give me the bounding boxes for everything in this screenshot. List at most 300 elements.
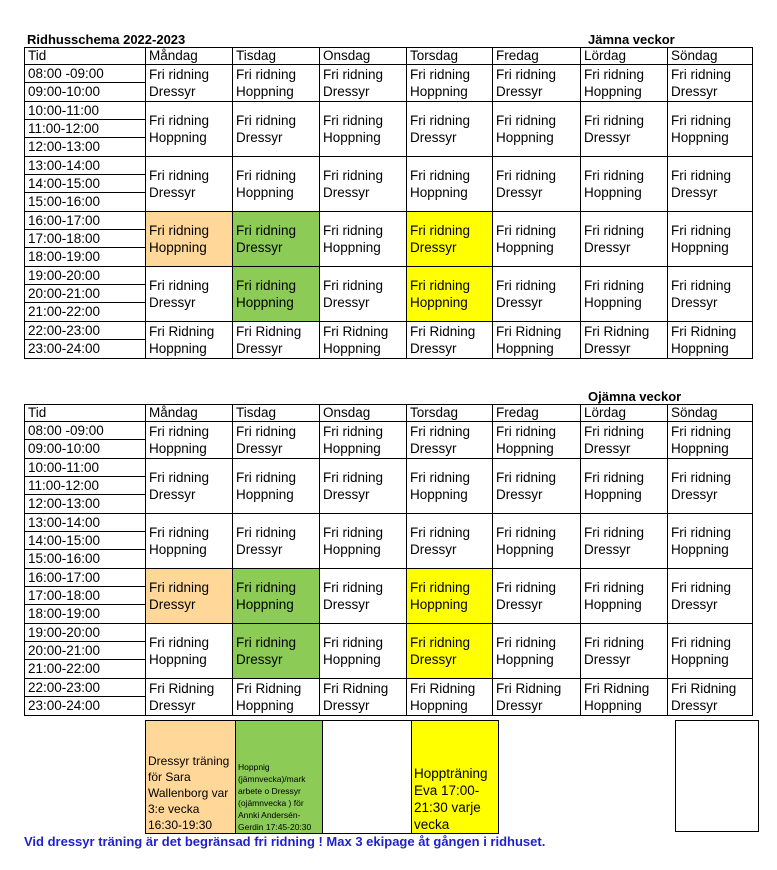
activity-label: Fri ridning bbox=[671, 67, 732, 82]
activity-label: Fri Ridning bbox=[149, 324, 215, 339]
activity-label: Dressyr bbox=[584, 542, 631, 557]
activity-label: Fri ridning bbox=[584, 525, 645, 540]
time-slot: 20:00-21:00 bbox=[25, 642, 145, 660]
activity-label: Dressyr bbox=[584, 441, 631, 456]
activity-label: Dressyr bbox=[323, 487, 370, 502]
activity-label: Fri ridning bbox=[323, 67, 384, 82]
time-block-row bbox=[25, 65, 753, 102]
activity-label: Fri ridning bbox=[236, 424, 297, 439]
activity-label: Fri ridning bbox=[323, 168, 384, 183]
activity-label: Dressyr bbox=[496, 597, 543, 612]
activity-label: Dressyr bbox=[323, 295, 370, 310]
activity-label: Hoppning bbox=[323, 542, 381, 557]
header-cell: Torsdag bbox=[407, 405, 493, 422]
activity-label: Fri ridning bbox=[496, 635, 557, 650]
activity-label: Fri ridning bbox=[671, 635, 732, 650]
cell-onsdag bbox=[320, 569, 407, 624]
cell-lordag bbox=[581, 569, 668, 624]
cell-tisdag bbox=[233, 459, 320, 514]
time-cell bbox=[25, 624, 146, 679]
cell-onsdag bbox=[320, 157, 407, 212]
activity-label: Fri ridning bbox=[496, 223, 557, 238]
activity-label: Fri ridning bbox=[584, 470, 645, 485]
cell-mandag bbox=[146, 569, 233, 624]
time-slot: 08:00 -09:00 bbox=[25, 422, 145, 440]
cell-lordag bbox=[581, 102, 668, 157]
cell-onsdag bbox=[320, 514, 407, 569]
activity-label: Hoppning bbox=[236, 185, 294, 200]
empty-box bbox=[675, 720, 759, 832]
activity-label: Fri ridning bbox=[671, 580, 732, 595]
cell-mandag bbox=[146, 422, 233, 459]
activity-label: Fri Ridning bbox=[410, 324, 476, 339]
activity-label: Fri Ridning bbox=[584, 681, 650, 696]
activity-label: Fri Ridning bbox=[149, 681, 215, 696]
activity-label: Fri ridning bbox=[584, 67, 645, 82]
time-slot: 12:00-13:00 bbox=[28, 496, 101, 511]
time-slot: 23:00-24:00 bbox=[28, 341, 101, 356]
activity-label: Hoppning bbox=[149, 652, 207, 667]
cell-mandag bbox=[146, 514, 233, 569]
cell-fredag bbox=[493, 322, 581, 359]
time-slot: 09:00-10:00 bbox=[28, 441, 101, 456]
activity-label: Hoppning bbox=[496, 130, 554, 145]
footer-note: Vid dressyr träning är det begränsad fri ridning ! Max 3 ekipage åt gången i ridhuset. bbox=[24, 834, 546, 849]
activity-label: Hoppning bbox=[410, 698, 468, 713]
activity-label: Hoppning bbox=[671, 441, 729, 456]
time-slot: 21:00-22:00 bbox=[28, 661, 101, 676]
activity-label: Fri ridning bbox=[323, 223, 384, 238]
cell-onsdag bbox=[320, 679, 407, 716]
activity-label: Fri ridning bbox=[149, 580, 210, 595]
cell-fredag bbox=[493, 212, 581, 267]
activity-label: Dressyr bbox=[323, 698, 370, 713]
time-slot: 15:00-16:00 bbox=[28, 551, 101, 566]
cell-sondag bbox=[668, 679, 753, 716]
cell-fredag bbox=[493, 569, 581, 624]
cell-tisdag bbox=[233, 514, 320, 569]
cell-torsdag bbox=[407, 422, 493, 459]
activity-label: Dressyr bbox=[584, 130, 631, 145]
cell-torsdag bbox=[407, 322, 493, 359]
activity-label: Dressyr bbox=[496, 84, 543, 99]
activity-label: Dressyr bbox=[236, 441, 283, 456]
time-cell bbox=[25, 157, 146, 212]
activity-label: Dressyr bbox=[671, 597, 718, 612]
cell-tisdag bbox=[233, 157, 320, 212]
cell-onsdag bbox=[320, 267, 407, 322]
header-cell: Tisdag bbox=[233, 48, 320, 65]
cell-sondag bbox=[668, 514, 753, 569]
activity-label: Fri Ridning bbox=[671, 324, 737, 339]
activity-label: Hoppning bbox=[584, 487, 642, 502]
activity-label: Fri Ridning bbox=[584, 324, 650, 339]
activity-label: Dressyr bbox=[496, 185, 543, 200]
activity-label: Fri Ridning bbox=[323, 324, 389, 339]
activity-label: Fri ridning bbox=[236, 278, 297, 293]
activity-label: Hoppning bbox=[584, 84, 642, 99]
time-slot: 17:00-18:00 bbox=[25, 587, 145, 605]
activity-label: Hoppning bbox=[149, 240, 207, 255]
cell-fredag bbox=[493, 267, 581, 322]
cell-sondag bbox=[668, 157, 753, 212]
activity-label: Dressyr bbox=[323, 185, 370, 200]
time-slot: 15:00-16:00 bbox=[28, 194, 101, 209]
activity-label: Hoppning bbox=[323, 240, 381, 255]
header-cell: Måndag bbox=[146, 48, 233, 65]
activity-label: Dressyr bbox=[671, 185, 718, 200]
activity-label: Fri ridning bbox=[496, 168, 557, 183]
cell-tisdag bbox=[233, 322, 320, 359]
activity-label: Fri ridning bbox=[671, 525, 732, 540]
cell-torsdag bbox=[407, 679, 493, 716]
cell-torsdag bbox=[407, 514, 493, 569]
time-block-row bbox=[25, 212, 753, 267]
cell-lordag bbox=[581, 322, 668, 359]
activity-label: Hoppning bbox=[323, 130, 381, 145]
cell-tisdag bbox=[233, 679, 320, 716]
activity-label: Fri ridning bbox=[584, 580, 645, 595]
activity-label: Fri ridning bbox=[584, 223, 645, 238]
cell-lordag bbox=[581, 157, 668, 212]
time-slot: 16:00-17:00 bbox=[25, 212, 145, 230]
activity-label: Hoppning bbox=[323, 652, 381, 667]
header-cell: Fredag bbox=[493, 48, 581, 65]
activity-label: Dressyr bbox=[496, 698, 543, 713]
activity-label: Fri ridning bbox=[236, 525, 297, 540]
time-slot: 19:00-20:00 bbox=[25, 267, 145, 285]
activity-label: Dressyr bbox=[496, 295, 543, 310]
header-cell: Tid bbox=[25, 405, 146, 422]
header-cell: Onsdag bbox=[320, 405, 407, 422]
activity-label: Fri ridning bbox=[584, 424, 645, 439]
cell-onsdag bbox=[320, 65, 407, 102]
cell-mandag bbox=[146, 212, 233, 267]
activity-label: Fri Ridning bbox=[236, 681, 302, 696]
legend-table bbox=[145, 720, 499, 834]
activity-label: Dressyr bbox=[149, 84, 196, 99]
activity-label: Fri Ridning bbox=[410, 681, 476, 696]
even-weeks-label: Jämna veckor bbox=[588, 32, 675, 47]
activity-label: Fri ridning bbox=[236, 168, 297, 183]
time-block-row bbox=[25, 679, 753, 716]
cell-torsdag bbox=[407, 65, 493, 102]
cell-onsdag bbox=[320, 102, 407, 157]
cell-sondag bbox=[668, 569, 753, 624]
activity-label: Dressyr bbox=[410, 542, 457, 557]
activity-label: Dressyr bbox=[149, 295, 196, 310]
activity-label: Fri ridning bbox=[584, 113, 645, 128]
time-cell bbox=[25, 322, 146, 359]
cell-sondag bbox=[668, 267, 753, 322]
activity-label: Dressyr bbox=[149, 185, 196, 200]
activity-label: Hoppning bbox=[410, 487, 468, 502]
legend-empty-cell bbox=[323, 721, 412, 834]
activity-label: Dressyr bbox=[496, 487, 543, 502]
cell-mandag bbox=[146, 624, 233, 679]
legend-annki: Hoppnig (jämnvecka)/mark arbete o Dressyr (ojämnvecka ) för Annki Andersén-Gerdin 17:45-20:30 bbox=[236, 721, 323, 834]
activity-label: Dressyr bbox=[671, 295, 718, 310]
activity-label: Hoppning bbox=[584, 597, 642, 612]
cell-lordag bbox=[581, 422, 668, 459]
cell-fredag bbox=[493, 102, 581, 157]
time-slot: 20:00-21:00 bbox=[25, 285, 145, 303]
activity-label: Dressyr bbox=[410, 240, 457, 255]
header-row bbox=[25, 405, 753, 422]
activity-label: Hoppning bbox=[671, 652, 729, 667]
activity-label: Fri ridning bbox=[410, 168, 471, 183]
activity-label: Fri ridning bbox=[410, 470, 471, 485]
time-slot: 10:00-11:00 bbox=[25, 102, 145, 120]
activity-label: Fri ridning bbox=[671, 168, 732, 183]
activity-label: Fri ridning bbox=[496, 278, 557, 293]
time-cell bbox=[25, 212, 146, 267]
cell-tisdag bbox=[233, 422, 320, 459]
activity-label: Fri ridning bbox=[496, 67, 557, 82]
time-block-row bbox=[25, 267, 753, 322]
activity-label: Fri ridning bbox=[584, 168, 645, 183]
activity-label: Hoppning bbox=[496, 542, 554, 557]
activity-label: Hoppning bbox=[496, 652, 554, 667]
time-slot: 13:00-14:00 bbox=[25, 157, 145, 175]
activity-label: Hoppning bbox=[149, 341, 207, 356]
activity-label: Hoppning bbox=[584, 185, 642, 200]
cell-onsdag bbox=[320, 459, 407, 514]
cell-tisdag bbox=[233, 267, 320, 322]
activity-label: Fri ridning bbox=[496, 470, 557, 485]
activity-label: Fri ridning bbox=[496, 580, 557, 595]
activity-label: Fri ridning bbox=[149, 525, 210, 540]
cell-fredag bbox=[493, 157, 581, 212]
activity-label: Dressyr bbox=[671, 84, 718, 99]
time-slot: 11:00-12:00 bbox=[25, 477, 145, 495]
time-block-row bbox=[25, 157, 753, 212]
time-cell bbox=[25, 267, 146, 322]
activity-label: Fri ridning bbox=[236, 470, 297, 485]
activity-label: Fri ridning bbox=[323, 635, 384, 650]
time-cell bbox=[25, 514, 146, 569]
activity-label: Dressyr bbox=[323, 84, 370, 99]
activity-label: Hoppning bbox=[236, 487, 294, 502]
activity-label: Dressyr bbox=[584, 341, 631, 356]
activity-label: Fri ridning bbox=[323, 580, 384, 595]
activity-label: Fri ridning bbox=[410, 223, 471, 238]
header-cell: Torsdag bbox=[407, 48, 493, 65]
activity-label: Fri ridning bbox=[236, 635, 297, 650]
time-slot: 13:00-14:00 bbox=[25, 514, 145, 532]
activity-label: Fri ridning bbox=[410, 424, 471, 439]
cell-torsdag bbox=[407, 212, 493, 267]
activity-label: Fri ridning bbox=[671, 223, 732, 238]
header-cell: Lördag bbox=[581, 405, 668, 422]
cell-onsdag bbox=[320, 212, 407, 267]
activity-label: Fri ridning bbox=[149, 424, 210, 439]
activity-label: Dressyr bbox=[671, 487, 718, 502]
activity-label: Dressyr bbox=[410, 652, 457, 667]
activity-label: Hoppning bbox=[149, 130, 207, 145]
activity-label: Hoppning bbox=[410, 597, 468, 612]
activity-label: Fri ridning bbox=[671, 470, 732, 485]
activity-label: Dressyr bbox=[323, 597, 370, 612]
header-row bbox=[25, 48, 753, 65]
header-cell: Måndag bbox=[146, 405, 233, 422]
cell-sondag bbox=[668, 102, 753, 157]
cell-lordag bbox=[581, 65, 668, 102]
cell-torsdag bbox=[407, 459, 493, 514]
time-slot: 14:00-15:00 bbox=[25, 532, 145, 550]
time-block-row bbox=[25, 102, 753, 157]
activity-label: Hoppning bbox=[323, 341, 381, 356]
time-slot: 21:00-22:00 bbox=[28, 304, 101, 319]
time-slot: 16:00-17:00 bbox=[25, 569, 145, 587]
header-cell: Lördag bbox=[581, 48, 668, 65]
activity-label: Dressyr bbox=[410, 441, 457, 456]
time-slot: 22:00-23:00 bbox=[25, 679, 145, 697]
time-slot: 12:00-13:00 bbox=[28, 139, 101, 154]
time-slot: 10:00-11:00 bbox=[25, 459, 145, 477]
cell-fredag bbox=[493, 514, 581, 569]
header-cell: Tid bbox=[25, 48, 146, 65]
cell-mandag bbox=[146, 322, 233, 359]
time-block-row bbox=[25, 422, 753, 459]
activity-label: Dressyr bbox=[236, 240, 283, 255]
time-cell bbox=[25, 569, 146, 624]
activity-label: Fri ridning bbox=[149, 470, 210, 485]
activity-label: Fri ridning bbox=[149, 113, 210, 128]
activity-label: Hoppning bbox=[236, 295, 294, 310]
cell-sondag bbox=[668, 212, 753, 267]
activity-label: Hoppning bbox=[410, 295, 468, 310]
cell-fredag bbox=[493, 624, 581, 679]
cell-lordag bbox=[581, 212, 668, 267]
activity-label: Dressyr bbox=[236, 652, 283, 667]
activity-label: Fri ridning bbox=[410, 580, 471, 595]
activity-label: Fri ridning bbox=[410, 635, 471, 650]
cell-mandag bbox=[146, 459, 233, 514]
activity-label: Dressyr bbox=[584, 240, 631, 255]
activity-label: Dressyr bbox=[149, 597, 196, 612]
activity-label: Fri ridning bbox=[671, 113, 732, 128]
time-slot: 23:00-24:00 bbox=[28, 698, 101, 713]
cell-fredag bbox=[493, 459, 581, 514]
activity-label: Fri ridning bbox=[410, 278, 471, 293]
activity-label: Hoppning bbox=[149, 542, 207, 557]
activity-label: Fri ridning bbox=[149, 168, 210, 183]
activity-label: Hoppning bbox=[671, 130, 729, 145]
activity-label: Hoppning bbox=[323, 441, 381, 456]
activity-label: Hoppning bbox=[584, 698, 642, 713]
cell-mandag bbox=[146, 157, 233, 212]
cell-fredag bbox=[493, 422, 581, 459]
cell-sondag bbox=[668, 422, 753, 459]
header-cell: Söndag bbox=[668, 405, 753, 422]
activity-label: Fri ridning bbox=[236, 67, 297, 82]
cell-tisdag bbox=[233, 212, 320, 267]
time-block-row bbox=[25, 514, 753, 569]
activity-label: Fri ridning bbox=[410, 67, 471, 82]
activity-label: Fri ridning bbox=[149, 278, 210, 293]
activity-label: Fri ridning bbox=[671, 424, 732, 439]
activity-label: Hoppning bbox=[671, 240, 729, 255]
activity-label: Hoppning bbox=[671, 542, 729, 557]
activity-label: Fri Ridning bbox=[496, 681, 562, 696]
time-block-row bbox=[25, 624, 753, 679]
activity-label: Fri Ridning bbox=[323, 681, 389, 696]
cell-tisdag bbox=[233, 102, 320, 157]
activity-label: Fri ridning bbox=[149, 223, 210, 238]
cell-sondag bbox=[668, 322, 753, 359]
activity-label: Dressyr bbox=[410, 341, 457, 356]
odd-weeks-label: Ojämna veckor bbox=[588, 389, 682, 404]
time-slot: 17:00-18:00 bbox=[25, 230, 145, 248]
cell-lordag bbox=[581, 679, 668, 716]
activity-label: Fri Ridning bbox=[496, 324, 562, 339]
header-cell: Fredag bbox=[493, 405, 581, 422]
activity-label: Fri ridning bbox=[323, 470, 384, 485]
time-cell bbox=[25, 422, 146, 459]
activity-label: Dressyr bbox=[584, 652, 631, 667]
activity-label: Fri ridning bbox=[323, 113, 384, 128]
activity-label: Fri ridning bbox=[323, 525, 384, 540]
time-cell bbox=[25, 102, 146, 157]
activity-label: Fri ridning bbox=[236, 580, 297, 595]
activity-label: Dressyr bbox=[236, 130, 283, 145]
cell-onsdag bbox=[320, 422, 407, 459]
activity-label: Dressyr bbox=[671, 698, 718, 713]
cell-torsdag bbox=[407, 102, 493, 157]
cell-sondag bbox=[668, 459, 753, 514]
activity-label: Fri ridning bbox=[323, 278, 384, 293]
activity-label: Dressyr bbox=[149, 698, 196, 713]
activity-label: Hoppning bbox=[236, 597, 294, 612]
cell-sondag bbox=[668, 624, 753, 679]
time-slot: 19:00-20:00 bbox=[25, 624, 145, 642]
cell-torsdag bbox=[407, 624, 493, 679]
activity-label: Hoppning bbox=[671, 341, 729, 356]
cell-torsdag bbox=[407, 157, 493, 212]
activity-label: Fri ridning bbox=[496, 525, 557, 540]
time-block-row bbox=[25, 569, 753, 624]
activity-label: Hoppning bbox=[496, 441, 554, 456]
odd-weeks-schedule bbox=[24, 404, 753, 716]
cell-mandag bbox=[146, 267, 233, 322]
activity-label: Fri ridning bbox=[410, 113, 471, 128]
cell-mandag bbox=[146, 65, 233, 102]
activity-label: Dressyr bbox=[236, 542, 283, 557]
cell-tisdag bbox=[233, 65, 320, 102]
time-cell bbox=[25, 459, 146, 514]
time-block-row bbox=[25, 322, 753, 359]
cell-mandag bbox=[146, 679, 233, 716]
cell-lordag bbox=[581, 267, 668, 322]
activity-label: Dressyr bbox=[236, 341, 283, 356]
activity-label: Hoppning bbox=[410, 185, 468, 200]
time-slot: 18:00-19:00 bbox=[28, 606, 101, 621]
cell-fredag bbox=[493, 679, 581, 716]
header-cell: Söndag bbox=[668, 48, 753, 65]
activity-label: Fri ridning bbox=[584, 278, 645, 293]
cell-onsdag bbox=[320, 322, 407, 359]
cell-onsdag bbox=[320, 624, 407, 679]
activity-label: Hoppning bbox=[236, 84, 294, 99]
activity-label: Fri Ridning bbox=[671, 681, 737, 696]
activity-label: Hoppning bbox=[149, 441, 207, 456]
even-weeks-schedule bbox=[24, 47, 753, 359]
time-slot: 11:00-12:00 bbox=[25, 120, 145, 138]
activity-label: Dressyr bbox=[149, 487, 196, 502]
activity-label: Fri ridning bbox=[149, 635, 210, 650]
cell-mandag bbox=[146, 102, 233, 157]
